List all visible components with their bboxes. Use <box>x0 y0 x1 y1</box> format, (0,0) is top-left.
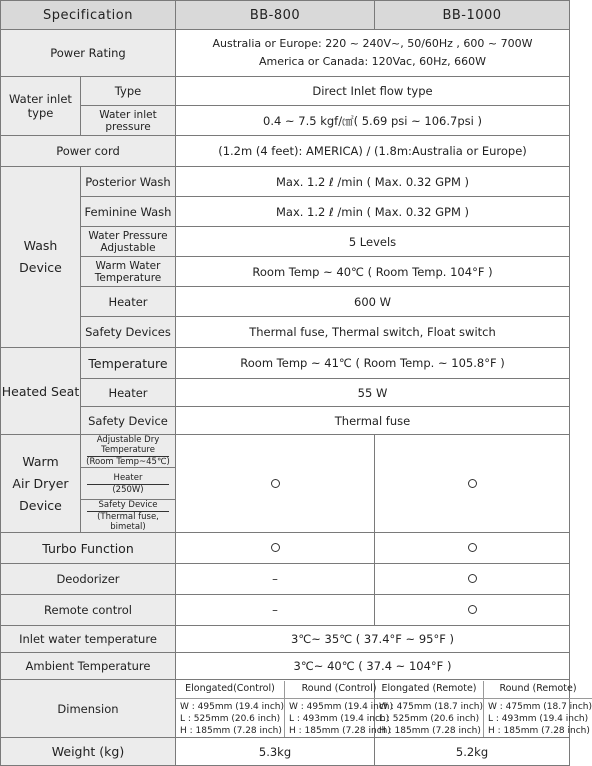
turbo-function-row <box>1 533 570 564</box>
dryer-model-a <box>176 435 375 533</box>
inlet-water-temperature-value: 3℃~ 35℃ ( 37.4°F ~ 95°F ) <box>176 626 570 653</box>
dimension-height: H : 185mm (7.28 inch) <box>289 725 391 736</box>
weight-row <box>1 738 570 766</box>
dimension-col-body <box>484 699 592 737</box>
dryer-line2: Air Dryer <box>12 475 69 491</box>
dryer-heater-label <box>81 468 176 500</box>
seat-temperature-row <box>1 348 570 379</box>
remote-control-label: Remote control <box>1 595 176 626</box>
dimension-width: W : 495mm (19.4 inch) <box>180 701 285 712</box>
dimension-col-title: Round (Remote) <box>484 681 592 699</box>
dimension-model-a-grid <box>176 681 394 737</box>
water-inlet-pressure-label: Water inlet pressure <box>81 106 176 136</box>
dryer-safety-device-label <box>81 500 176 533</box>
wash-device-group-label <box>1 167 81 348</box>
warm-water-temperature-value: Room Temp ~ 40℃ ( Room Temp. 104°F ) <box>176 257 570 287</box>
ambient-temperature-label: Ambient Temperature <box>1 653 176 680</box>
dryer-adjustable-temp-line2: (Room Temp~45℃) <box>86 457 170 467</box>
dimension-col-round-remote <box>483 681 592 737</box>
power-cord-row <box>1 136 570 167</box>
dimension-model-b <box>375 680 592 738</box>
wash-device-line1: Wash <box>23 238 58 253</box>
turbo-model-b <box>375 533 570 564</box>
remote-model-b-mark <box>468 605 477 614</box>
seat-safety-device-label: Safety Device <box>81 407 176 435</box>
dryer-line1: Warm <box>22 453 59 469</box>
power-cord-label: Power cord <box>1 136 176 167</box>
wash-feminine-row <box>1 197 570 227</box>
dimension-col-elongated-remote <box>375 681 483 737</box>
dimension-label: Dimension <box>1 680 176 738</box>
warm-water-temperature-label <box>81 257 176 287</box>
warm-air-dryer-group-label <box>1 435 81 533</box>
dryer-model-b <box>375 435 570 533</box>
dimension-model-a <box>176 680 394 738</box>
turbo-model-b-mark <box>468 543 477 552</box>
dimension-length: L : 493mm (19.4 inch) <box>488 713 589 724</box>
water-inlet-type-value: Direct Inlet flow type <box>176 77 570 106</box>
model-a-header: BB-800 <box>176 1 375 30</box>
dimension-length: L : 525mm (20.6 inch) <box>379 713 480 724</box>
feminine-wash-value: Max. 1.2 ℓ /min ( Max. 0.32 GPM ) <box>176 197 570 227</box>
seat-heater-value: 55 W <box>176 379 570 407</box>
water-pressure-value: 5 Levels <box>176 227 570 257</box>
warm-water-line1: Warm Water <box>95 259 161 272</box>
seat-heater-row <box>1 379 570 407</box>
power-cord-value: (1.2m (4 feet): AMERICA) / (1.8m:Australia or Europe) <box>176 136 570 167</box>
water-pressure-adjustable-label <box>81 227 176 257</box>
water-inlet-pressure-row <box>1 106 570 136</box>
remote-model-b <box>375 595 570 626</box>
dryer-model-a-mark <box>271 479 280 488</box>
wash-heater-value: 600 W <box>176 287 570 317</box>
deodorizer-label: Deodorizer <box>1 564 176 595</box>
posterior-wash-value: Max. 1.2 ℓ /min ( Max. 0.32 GPM ) <box>176 167 570 197</box>
wash-device-line2: Device <box>19 260 62 275</box>
dimension-col-elongated-control <box>176 681 284 737</box>
weight-label: Weight (kg) <box>1 738 176 766</box>
power-rating-row <box>1 30 570 77</box>
turbo-function-label: Turbo Function <box>1 533 176 564</box>
dimension-col-body <box>375 699 483 737</box>
turbo-model-a <box>176 533 375 564</box>
wash-pressure-row <box>1 227 570 257</box>
inlet-water-temperature-label: Inlet water temperature <box>1 626 176 653</box>
dimension-col-title: Elongated (Remote) <box>375 681 483 699</box>
water-pressure-line2: Adjustable <box>100 241 156 254</box>
wash-safety-row <box>1 317 570 348</box>
dryer-heater-line2: (250W) <box>112 484 144 495</box>
deodorizer-model-b <box>375 564 570 595</box>
inlet-water-temperature-row <box>1 626 570 653</box>
ambient-temperature-row <box>1 653 570 680</box>
dimension-col-body <box>176 699 284 737</box>
dimension-row <box>1 680 570 738</box>
dimension-length: L : 493mm (19.4 inch) <box>289 713 390 724</box>
wash-safety-devices-label: Safety Devices <box>81 317 176 348</box>
dryer-temp-row <box>1 435 570 468</box>
water-inlet-type-row <box>1 77 570 106</box>
warm-water-line2: Temperature <box>94 271 162 284</box>
power-rating-line2: America or Canada: 120Vac, 60Hz, 660W <box>258 55 487 68</box>
power-rating-value <box>176 30 570 77</box>
turbo-model-a-mark <box>271 543 280 552</box>
weight-model-b: 5.2kg <box>375 738 570 766</box>
heated-seat-group-label: Heated Seat <box>1 348 81 435</box>
water-inlet-type-label: Type <box>81 77 176 106</box>
power-rating-line1: Australia or Europe: 220 ~ 240V~, 50/60Hz , 600 ~ 700W <box>212 37 533 50</box>
dimension-col-title: Elongated(Control) <box>176 681 284 699</box>
dryer-adjustable-temp-line1: Adjustable Dry Temperature <box>87 435 169 457</box>
wash-warm-water-row <box>1 257 570 287</box>
dimension-model-b-grid <box>375 681 592 737</box>
water-pressure-line1: Water Pressure <box>88 229 168 242</box>
dimension-width: W : 475mm (18.7 inch) <box>488 701 592 712</box>
deodorizer-model-b-mark <box>468 574 477 583</box>
dimension-length: L : 525mm (20.6 inch) <box>180 713 281 724</box>
dryer-heater-line1: Heater <box>87 473 169 485</box>
dryer-line3: Device <box>19 497 62 513</box>
seat-safety-device-value: Thermal fuse <box>176 407 570 435</box>
deodorizer-model-a: – <box>176 564 375 595</box>
model-b-header: BB-1000 <box>375 1 570 30</box>
wash-heater-row <box>1 287 570 317</box>
deodorizer-row <box>1 564 570 595</box>
dimension-height: H : 185mm (7.28 inch) <box>379 725 481 736</box>
power-rating-label: Power Rating <box>1 30 176 77</box>
dryer-safety-line1: Safety Device <box>87 500 169 512</box>
ambient-temperature-value: 3℃~ 40℃ ( 37.4 ~ 104°F ) <box>176 653 570 680</box>
dimension-width: W : 495mm (19.4 inch) <box>289 701 394 712</box>
dimension-width: W : 475mm (18.7 inch) <box>379 701 484 712</box>
feminine-wash-label: Feminine Wash <box>81 197 176 227</box>
seat-safety-row <box>1 407 570 435</box>
seat-temperature-label: Temperature <box>81 348 176 379</box>
spec-header: Specification <box>1 1 176 30</box>
dimension-height: H : 185mm (7.28 inch) <box>180 725 282 736</box>
header-row <box>1 1 570 30</box>
dimension-col-title: Round (Control) <box>285 681 393 699</box>
water-inlet-group-label: Water inlet type <box>1 77 81 136</box>
dryer-model-b-mark <box>468 479 477 488</box>
remote-control-row <box>1 595 570 626</box>
water-inlet-pressure-value: 0.4 ~ 7.5 kgf/㎠( 5.69 psi ~ 106.7psi ) <box>176 106 570 136</box>
seat-heater-label: Heater <box>81 379 176 407</box>
seat-temperature-value: Room Temp ~ 41℃ ( Room Temp. ~ 105.8°F ) <box>176 348 570 379</box>
wash-heater-label: Heater <box>81 287 176 317</box>
dryer-safety-line2: (Thermal fuse, bimetal) <box>97 512 159 532</box>
posterior-wash-label: Posterior Wash <box>81 167 176 197</box>
wash-posterior-row <box>1 167 570 197</box>
weight-model-a: 5.3kg <box>176 738 375 766</box>
wash-safety-devices-value: Thermal fuse, Thermal switch, Float switch <box>176 317 570 348</box>
dryer-adjustable-temp-label <box>81 435 176 468</box>
dimension-height: H : 185mm (7.28 inch) <box>488 725 590 736</box>
remote-model-a: – <box>176 595 375 626</box>
